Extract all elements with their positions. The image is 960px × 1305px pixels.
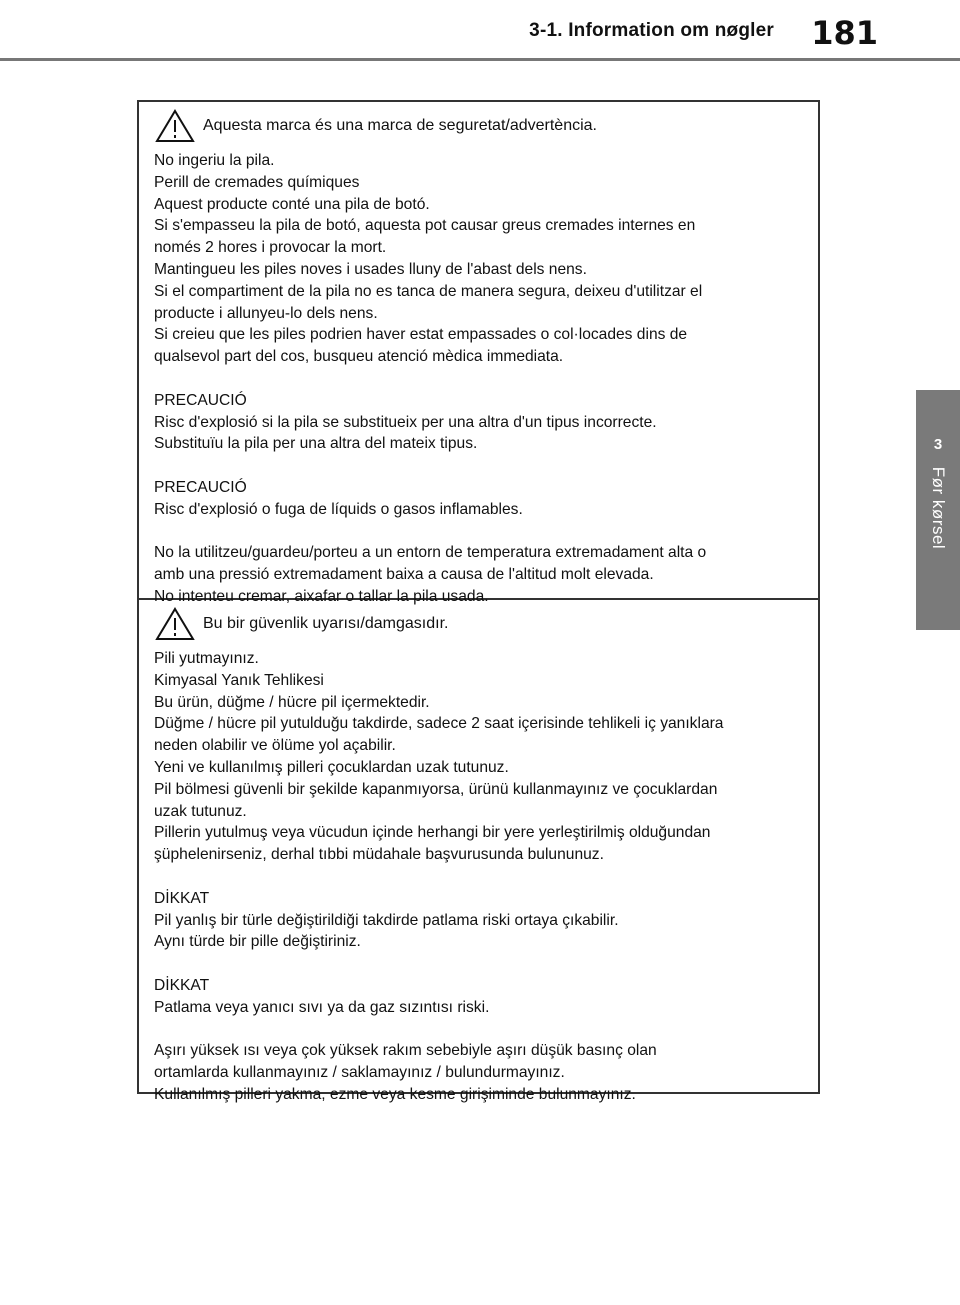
warning-title: Aquesta marca és una marca de seguretat/advertència. bbox=[203, 117, 597, 134]
paragraph bbox=[154, 648, 806, 866]
paragraph bbox=[154, 975, 806, 1019]
warning-header bbox=[155, 108, 597, 144]
chapter-side-tab bbox=[916, 390, 960, 630]
warning-header bbox=[155, 606, 448, 642]
text-line: No la utilitzeu/guardeu/porteu a un entorn de temperatura extremadament alta o bbox=[154, 544, 707, 562]
text-line: només 2 hores i provocar la mort. bbox=[154, 239, 387, 257]
chapter-label: Før kørsel bbox=[929, 466, 948, 550]
text-line: Si el compartiment de la pila no es tanca de manera segura, deixeu d'utilitzar el bbox=[154, 282, 703, 300]
text-line: Aşırı yüksek ısı veya çok yüksek rakım sebebiyle aşırı düşük basınç olan bbox=[154, 1042, 657, 1060]
text-line: Aynı türde bir pille değiştiriniz. bbox=[154, 933, 361, 951]
caution-heading: PRECAUCIÓ bbox=[154, 391, 247, 409]
text-line: Si creieu que les piles podrien haver estat empassades o col·locades dins de bbox=[154, 326, 688, 344]
text-line: Kullanılmış pilleri yakma, ezme veya kesme girişiminde bulunmayınız. bbox=[154, 1085, 636, 1103]
battery-warning-box bbox=[137, 100, 820, 1103]
text-line: qualsevol part del cos, busqueu atenció mèdica immediata. bbox=[154, 348, 564, 366]
warning-title: Bu bir güvenlik uyarısı/damgasıdır. bbox=[203, 615, 449, 632]
caution-heading: DİKKAT bbox=[154, 889, 210, 907]
text-line: neden olabilir ve ölüme yol açabilir. bbox=[154, 737, 396, 755]
text-line: Pil bölmesi güvenli bir şekilde kapanmıyorsa, ürünü kullanmayınız ve çocuklardan bbox=[154, 780, 718, 798]
text-line: Perill de cremades químiques bbox=[154, 173, 360, 191]
page-number: 181 bbox=[811, 14, 878, 52]
text-line: Risc d'explosió si la pila se substitueix per una altra d'un tipus incorrecte. bbox=[154, 413, 657, 431]
text-line: Patlama veya yanıcı sıvı ya da gaz sızıntısı riski. bbox=[154, 998, 490, 1016]
text-line: producte i allunyeu-lo dels nens. bbox=[154, 304, 378, 322]
text-line: No intenteu cremar, aixafar o tallar la pila usada. bbox=[154, 587, 489, 605]
text-line: Pil yanlış bir türle değiştirildiği takdirde patlama riski ortaya çıkabilir. bbox=[154, 911, 619, 929]
text-line: uzak tutunuz. bbox=[154, 802, 247, 820]
text-line: Aquest producte conté una pila de botó. bbox=[154, 195, 430, 213]
paragraph bbox=[154, 1040, 806, 1105]
notice-turkish bbox=[139, 600, 818, 1103]
notice-body bbox=[154, 150, 806, 608]
text-line: Si s'empasseu la pila de botó, aquesta pot causar greus cremades internes en bbox=[154, 217, 696, 235]
text-line: Bu ürün, düğme / hücre pil içermektedir. bbox=[154, 693, 430, 711]
text-line: Pillerin yutulmuş veya vücudun içinde herhangi bir yere yerleştirilmiş olduğundan bbox=[154, 824, 711, 842]
text-line: amb una pressió extremadament baixa a causa de l'altitud molt elevada. bbox=[154, 566, 654, 584]
paragraph bbox=[154, 542, 806, 607]
caution-heading: PRECAUCIÓ bbox=[154, 478, 247, 496]
paragraph bbox=[154, 888, 806, 953]
warning-triangle-icon bbox=[155, 607, 195, 641]
text-line: Kimyasal Yanık Tehlikesi bbox=[154, 671, 324, 689]
text-line: Substituïu la pila per una altra del mateix tipus. bbox=[154, 435, 478, 453]
text-line: Yeni ve kullanılmış pilleri çocuklardan uzak tutunuz. bbox=[154, 758, 509, 776]
chapter-number: 3 bbox=[933, 436, 943, 453]
text-line: Mantingueu les piles noves i usades lluny de l'abast dels nens. bbox=[154, 260, 587, 278]
paragraph bbox=[154, 390, 806, 455]
caution-heading: DİKKAT bbox=[154, 976, 210, 994]
text-line: ortamlarda kullanmayınız / saklamayınız / bulundurmayınız. bbox=[154, 1064, 565, 1082]
text-line: Risc d'explosió o fuga de líquids o gasos inflamables. bbox=[154, 500, 523, 518]
text-line: Pili yutmayınız. bbox=[154, 650, 259, 667]
text-line: Düğme / hücre pil yutulduğu takdirde, sadece 2 saat içerisinde tehlikeli iç yanıklara bbox=[154, 715, 724, 733]
notice-body bbox=[154, 648, 806, 1106]
paragraph bbox=[154, 477, 806, 521]
header-rule bbox=[0, 58, 960, 61]
notice-catalan bbox=[139, 102, 818, 605]
text-line: şüphelenirseniz, derhal tıbbi müdahale başvurusunda bulununuz. bbox=[154, 846, 604, 864]
paragraph bbox=[154, 150, 806, 368]
warning-triangle-icon bbox=[155, 109, 195, 143]
text-line: No ingeriu la pila. bbox=[154, 152, 275, 169]
section-title: 3-1. Information om nøgler bbox=[529, 20, 774, 41]
